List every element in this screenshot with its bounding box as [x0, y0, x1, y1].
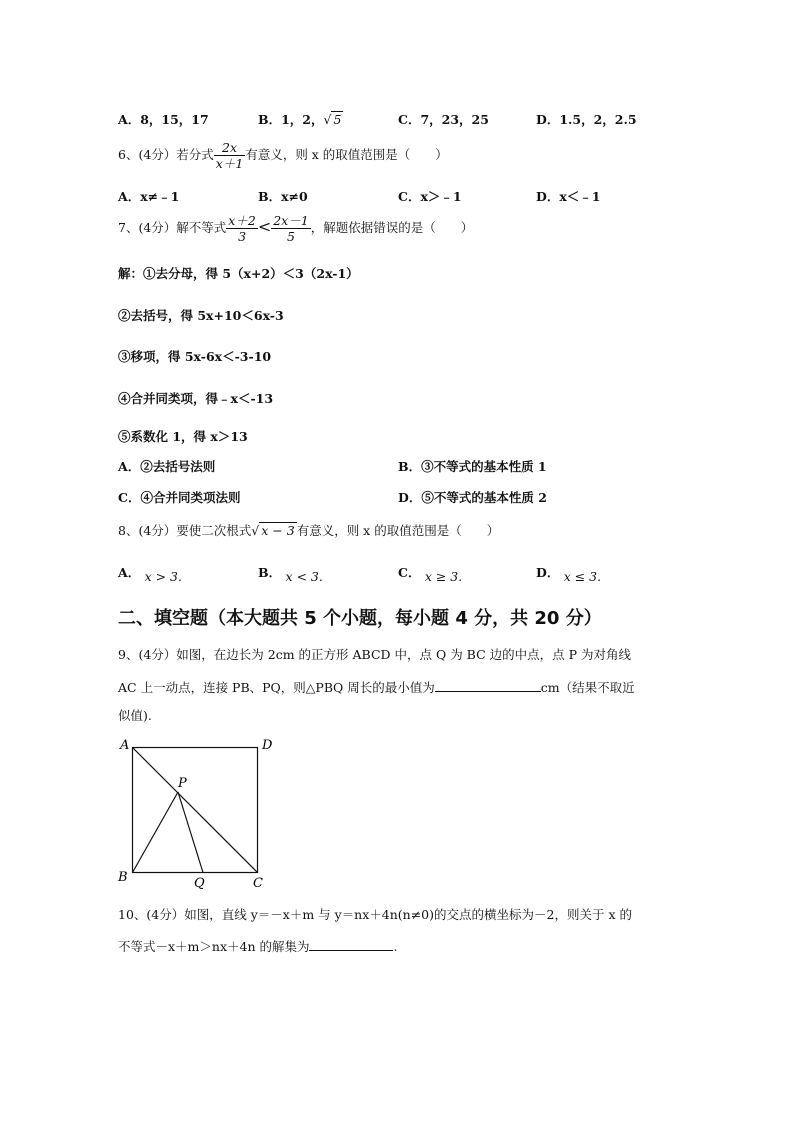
answer-blank[interactable] [435, 691, 541, 692]
label-a: A [120, 738, 130, 753]
option-text: x ≤ 3. [563, 569, 602, 584]
option-text: 1，2， [281, 112, 324, 127]
q9-line-2-suffix: cm（结果不取近 [540, 680, 635, 695]
option-label: B． [258, 565, 282, 580]
answer-blank[interactable] [309, 950, 393, 951]
q8-option-d[interactable] [536, 563, 602, 584]
q8-stem: 8、(4分）要使二次根式√ x − 3 有意义，则 x 的取值范围是（ ） [118, 523, 500, 538]
option-text: ②去括号法则 [140, 459, 216, 474]
q10-line-2-text: 不等式－x＋m＞nx＋4n 的解集为 [118, 939, 310, 954]
q6-prefix: 6、(4分）若分式 [118, 147, 214, 162]
q7-stem [118, 213, 473, 244]
q5-option-d[interactable] [536, 110, 637, 128]
q7-step-5: ⑤系数化 1，得 x＞13 [118, 429, 248, 444]
q10-line-2-suffix: . [393, 939, 398, 954]
q6-option-b[interactable] [258, 187, 308, 205]
option-label: B． [398, 459, 422, 474]
fraction-numerator: x＋2 [228, 213, 256, 228]
q6-option-c[interactable] [398, 187, 462, 205]
square-figure [112, 733, 282, 893]
option-label: C． [398, 189, 421, 204]
q7-step-4: ④合并同类项，得﹣x＜-13 [118, 391, 274, 406]
q9-line-3: 似值). [118, 708, 152, 723]
option-text: x < 3. [285, 569, 323, 584]
option-label: A． [118, 112, 141, 127]
sqrt-radicand: x − 3 [261, 523, 295, 538]
fraction-denominator: x＋1 [215, 156, 244, 171]
q7-option-c[interactable] [118, 488, 240, 506]
q7-prefix: 7、(4分）解不等式 [118, 220, 227, 235]
q10-line-2 [118, 937, 397, 955]
q8-suffix: 有意义，则 x 的取值范围是（ ） [296, 523, 500, 538]
option-label: B． [258, 112, 282, 127]
q5-option-b[interactable]: B．1，2，√ 5 [258, 112, 342, 127]
q8-option-a[interactable] [118, 563, 182, 584]
option-text: x＞﹣1 [420, 189, 462, 204]
option-label: A． [118, 189, 141, 204]
q5-option-a[interactable] [118, 110, 209, 128]
option-label: A． [118, 565, 141, 580]
q10-line-1: 10、(4分）如图，直线 y＝－x＋m 与 y＝nx＋4n(n≠0)的交点的横坐标为－2，则关于 x 的 [118, 907, 632, 922]
fraction-denominator: 5 [286, 229, 295, 244]
option-label: D． [536, 112, 560, 127]
option-text: x＜﹣1 [559, 189, 601, 204]
q6-option-a[interactable] [118, 187, 179, 205]
option-label: C． [398, 112, 421, 127]
option-text: x≠﹣1 [140, 189, 180, 204]
option-label: C． [398, 565, 421, 580]
label-b: B [118, 870, 128, 885]
q5-option-c[interactable] [398, 110, 489, 128]
q7-suffix: ，解题依据错误的是（ ） [310, 220, 474, 235]
fraction-denominator: 3 [238, 229, 247, 244]
q7-option-b[interactable] [398, 457, 547, 475]
option-label: D． [536, 189, 560, 204]
diagonal-ac [133, 748, 258, 873]
option-text: x ≥ 3. [424, 569, 463, 584]
option-label: B． [258, 189, 282, 204]
q9-line-2-text: AC 上一动点，连接 PB、PQ，则△PBQ 周长的最小值为 [118, 680, 435, 695]
segment-pq [178, 792, 203, 873]
option-text: x≠0 [281, 189, 308, 204]
q6-suffix: 有意义，则 x 的取值范围是（ ） [245, 147, 448, 162]
option-text: x > 3. [144, 569, 182, 584]
option-text: 7，23，25 [420, 112, 489, 127]
fraction-numerator: 2x [214, 140, 246, 156]
q8-prefix: 8、(4分）要使二次根式 [118, 523, 252, 538]
q8-option-b[interactable] [258, 563, 323, 584]
section-heading: 二、填空题（本大题共 5 个小题，每小题 4 分，共 20 分） [118, 608, 602, 629]
option-text: ④合并同类项法则 [140, 490, 241, 505]
q9-line-2 [118, 678, 635, 696]
label-q: Q [194, 876, 205, 891]
q6-fraction [214, 140, 246, 171]
segment-pb [133, 792, 179, 873]
q7-option-a[interactable] [118, 457, 215, 475]
option-text: 1.5，2，2.5 [559, 112, 637, 127]
option-label: A． [118, 459, 141, 474]
q6-option-d[interactable] [536, 187, 601, 205]
less-than-sign: < [257, 217, 272, 236]
q8-option-c[interactable] [398, 563, 463, 584]
option-label: D． [398, 490, 422, 505]
option-text: 8，15，17 [140, 112, 209, 127]
q7-step-1: 解：①去分母，得 5（x+2）＜3（2x-1） [118, 266, 359, 281]
q7-step-3: ③移项，得 5x-6x＜-3-10 [118, 349, 272, 364]
fraction-numerator: 2x－1 [273, 213, 309, 228]
label-p: P [178, 776, 187, 791]
label-d: D [262, 738, 273, 753]
option-label: D． [536, 565, 560, 580]
q7-fraction-right [271, 213, 310, 244]
q6-stem [118, 140, 448, 171]
option-label: C． [118, 490, 141, 505]
q7-fraction-left [226, 213, 258, 244]
option-text: ⑤不等式的基本性质 2 [421, 490, 547, 505]
option-text: ③不等式的基本性质 1 [421, 459, 547, 474]
q7-step-2: ②去括号，得 5x+10＜6x-3 [118, 308, 284, 323]
sqrt-radicand: 5 [333, 112, 342, 127]
q9-line-1: 9、(4分）如图，在边长为 2cm 的正方形 ABCD 中，点 Q 为 BC 边的中点，点 P 为对角线 [118, 647, 631, 662]
q7-option-d[interactable] [398, 488, 547, 506]
label-c: C [253, 876, 263, 891]
